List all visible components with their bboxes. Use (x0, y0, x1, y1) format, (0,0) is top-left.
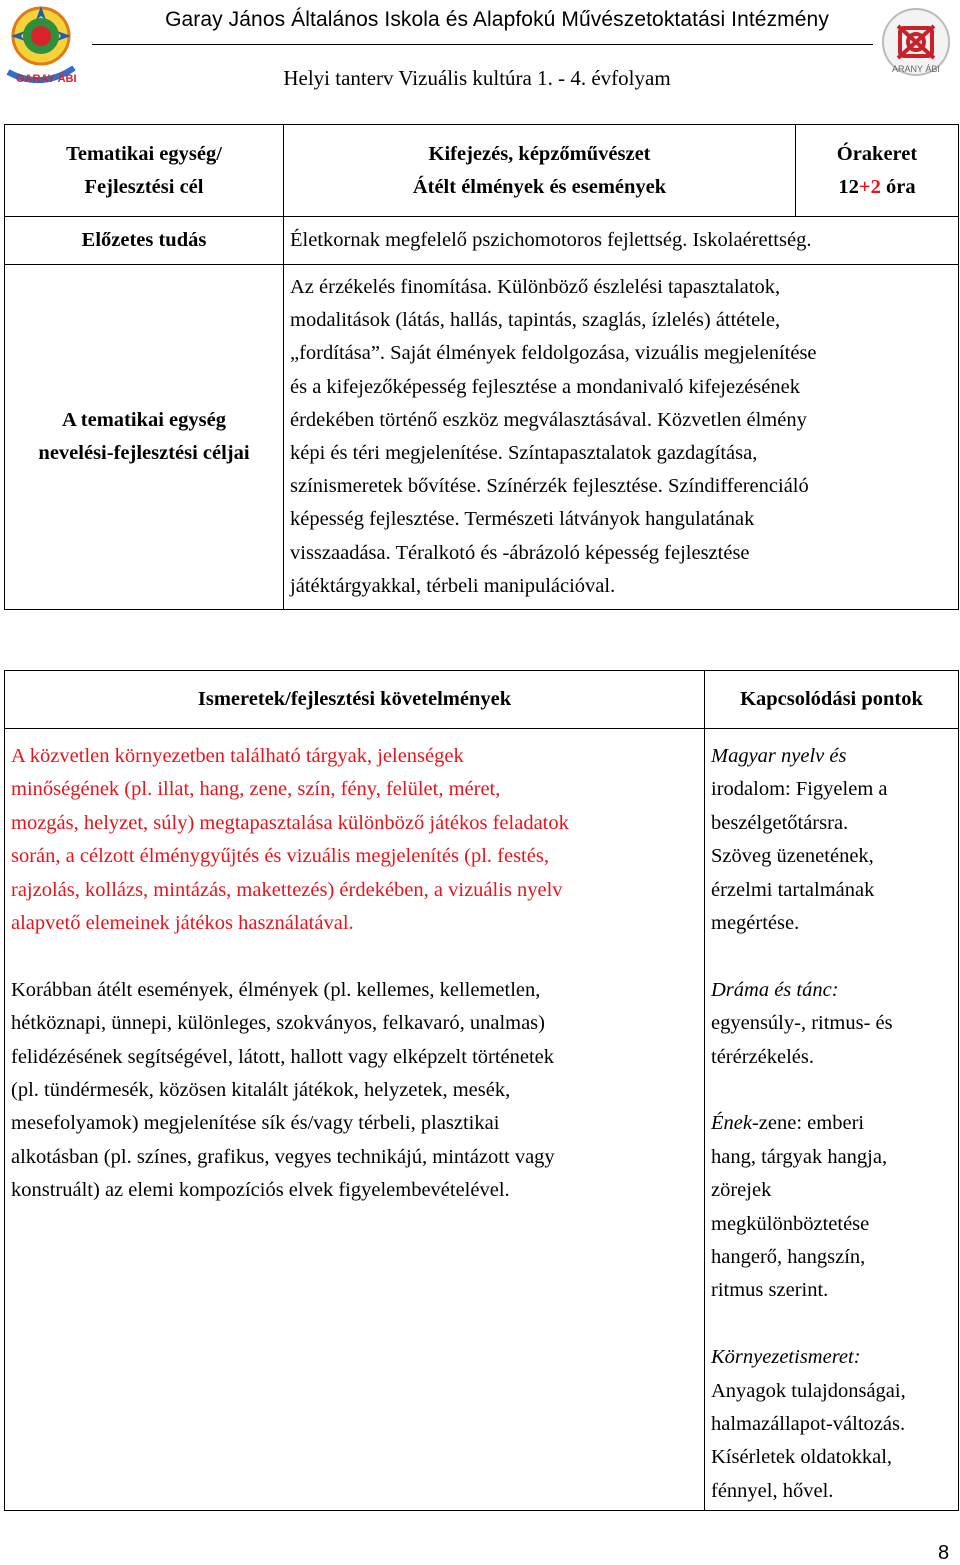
requirements-line: A közvetlen környezetben található tárgyak, jelenségek (11, 745, 464, 767)
topic-unit-header (5, 125, 284, 217)
link-line: zörejek (711, 1179, 772, 1202)
link-line: irodalom: Figyelem a (711, 778, 888, 801)
hours-unit: óra (880, 175, 916, 198)
requirements-line: minőségének (pl. illat, hang, zene, szín, fény, felület, méret, (11, 778, 501, 801)
goals-label (5, 265, 284, 610)
school-name: Garay János Általános Iskola és Alapfokú Művészetoktatási Intézmény (165, 8, 829, 31)
goals-line: képi és téri megjelenítése. Színtapasztalatok gazdagítása, (290, 442, 758, 465)
goals-label-line1: A tematikai egység (62, 409, 226, 432)
requirements-line: Korábban átélt események, élmények (pl. kellemes, kellemetlen, (11, 978, 541, 1001)
prior-knowledge-label: Előzetes tudás (5, 217, 284, 265)
goals-line: visszaadása. Téralkotó és -ábrázoló képesség fejlesztése (290, 541, 750, 564)
page-number: 8 (938, 1542, 950, 1564)
paragraph-gap (11, 940, 698, 973)
links-header: Kapcsolódási pontok (705, 671, 959, 729)
paragraph-gap (711, 1074, 954, 1107)
topic-title-cell (284, 125, 796, 217)
goals-line: modalitások (látás, hallás, tapintás, szaglás, ízlelés) áttétele, (290, 309, 781, 332)
hours-plus: +2 (858, 175, 881, 198)
link-line: érzelmi tartalmának (711, 878, 875, 901)
topic-title: Kifejezés, képzőművészet (428, 142, 651, 165)
goals-label-line2: nevelési-fejlesztési céljai (38, 442, 250, 465)
link-line: megkülönböztetése (711, 1212, 870, 1235)
link-line: térérzékelés. (711, 1045, 814, 1068)
link-subject-enek-rest: -zene: emberi (751, 1112, 865, 1135)
goals-row (5, 265, 959, 610)
link-line: Szöveg üzenetének, (711, 845, 874, 868)
paragraph-gap (711, 940, 954, 973)
link-line: ritmus szerint. (711, 1279, 829, 1302)
requirements-line: hétköznapi, ünnepi, különleges, szokványos, felkavaró, unalmas) (11, 1012, 545, 1035)
link-line: halmazállapot-változás. (711, 1413, 906, 1436)
link-line: Anyagok tulajdonságai, (711, 1379, 906, 1402)
goals-line: érdekében történő eszköz megválasztásával. Közvetlen élmény (290, 408, 807, 431)
requirements-line: alkotásban (pl. színes, grafikus, vegyes technikájú, mintázott vagy (11, 1145, 555, 1168)
requirements-line: mozgás, helyzet, súly) megtapasztalása különböző játékos feladatok (11, 811, 569, 834)
goals-line: „fordítása”. Saját élmények feldolgozása, vizuális megjelenítése (290, 342, 817, 365)
requirements-red-paragraph (11, 740, 698, 940)
topic-table (4, 124, 959, 610)
goals-line: színismeretek bővítése. Színérzék fejlesztése. Színdifferenciáló (290, 475, 809, 498)
prior-knowledge-text: Életkornak megfelelő pszichomotoros fejlettség. Iskolaérettség. (284, 217, 959, 265)
header-rule (92, 44, 873, 45)
hours-base: 12 (838, 175, 859, 198)
requirements-body-row (5, 729, 959, 1511)
goals-line: és a kifejezőképesség fejlesztése a mondanivaló kifejezésének (290, 375, 800, 398)
paragraph-gap (711, 1308, 954, 1341)
links-content (705, 729, 959, 1511)
school-logo-right (874, 6, 958, 78)
goals-line: képesség fejlesztése. Természeti látványok hangulatának (290, 508, 755, 531)
link-line: egyensúly-, ritmus- és (711, 1012, 893, 1035)
requirements-line: rajzolás, kollázs, mintázás, makettezés) érdekében, a vizuális nyelv (11, 878, 563, 901)
goals-line: játéktárgyakkal, térbeli manipulációval. (290, 574, 616, 597)
link-line: hang, tárgyak hangja, (711, 1145, 888, 1168)
topic-subtitle: Átélt élmények és események (412, 175, 667, 198)
requirements-header: Ismeretek/fejlesztési követelmények (5, 671, 705, 729)
curriculum-subtitle: Helyi tanterv Vizuális kultúra 1. - 4. évfolyam (283, 66, 671, 90)
goals-line: Az érzékelés finomítása. Különböző észlelési tapasztalatok, (290, 276, 781, 298)
link-line: hangerő, hangszín, (711, 1246, 866, 1269)
link-subject-enek-title: Ének (711, 1112, 752, 1135)
requirements-header-row (5, 671, 959, 729)
requirements-table (4, 670, 959, 1511)
topic-unit-header-line1: Tematikai egység/ (66, 142, 222, 165)
requirements-line: mesefolyamok) megjelenítése sík és/vagy térbeli, plasztikai (11, 1112, 500, 1135)
requirements-line: során, a célzott élménygyűjtés és vizuális megjelenítés (pl. festés, (11, 845, 549, 868)
prior-knowledge-row (5, 217, 959, 265)
hours-value (796, 171, 958, 204)
hours-cell (796, 125, 959, 217)
link-subject-magyar: Magyar nyelv és (711, 745, 847, 767)
link-subject-drama: Dráma és tánc: (711, 978, 839, 1001)
logo-left-text: GARAY ÁBI (16, 73, 77, 85)
topic-unit-header-line2: Fejlesztési cél (84, 175, 204, 198)
requirements-content (5, 729, 705, 1511)
requirements-line: konstruált) az elemi kompozíciós elvek figyelembevételével. (11, 1179, 510, 1202)
link-subject-kornyezet: Környezetismeret: (711, 1346, 861, 1369)
link-line: fénnyel, hővel. (711, 1479, 834, 1502)
requirements-line: alapvető elemeinek játékos használatával. (11, 912, 354, 935)
topic-header-row (5, 125, 959, 217)
requirements-black-paragraph (11, 974, 698, 1208)
hours-label: Órakeret (836, 142, 918, 165)
logo-right-text: ARANY ÁBI (892, 64, 940, 74)
link-line: megértése. (711, 912, 800, 935)
requirements-line: (pl. tündérmesék, közösen kitalált játékok, helyzetek, mesék, (11, 1079, 511, 1102)
link-line: Kísérletek oldatokkal, (711, 1446, 893, 1469)
link-subject-enek (711, 1107, 954, 1140)
goals-text (284, 265, 959, 610)
link-line: beszélgetőtársra. (711, 811, 849, 834)
requirements-line: felidézésének segítségével, látott, hallott vagy elképzelt történetek (11, 1045, 555, 1068)
